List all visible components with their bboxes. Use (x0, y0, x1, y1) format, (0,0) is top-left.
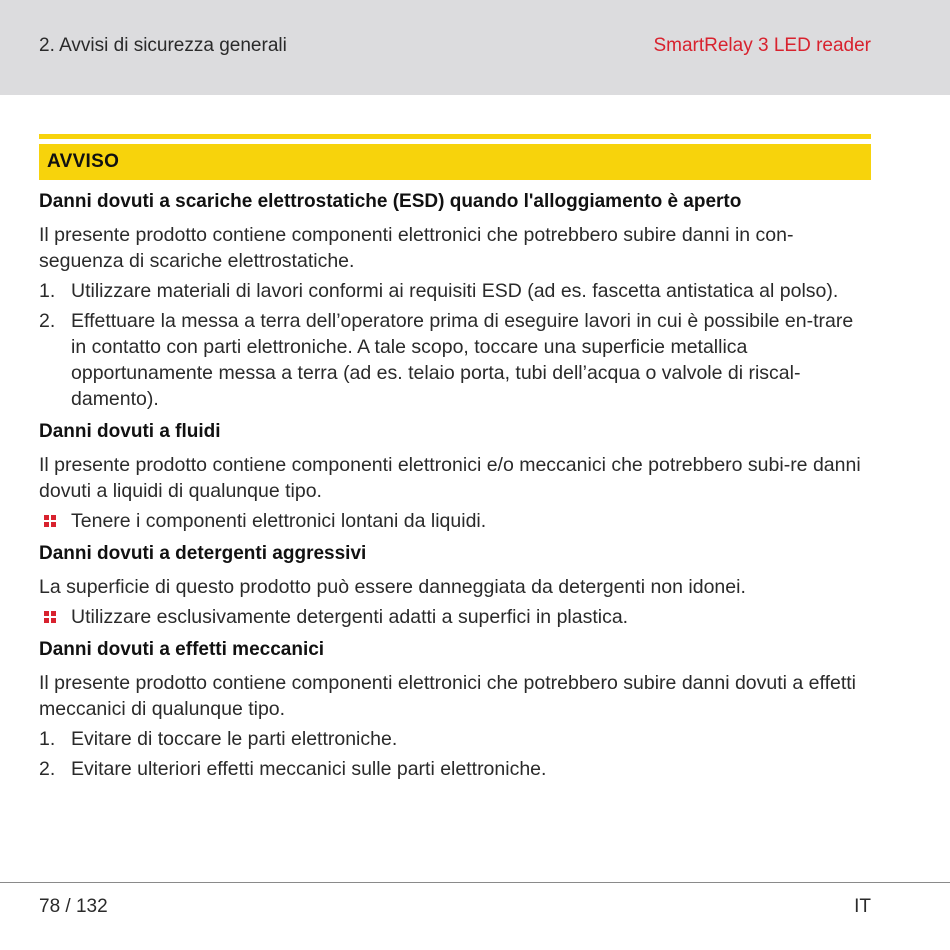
esd-paragraph: Il presente prodotto contiene componenti elettronici che potrebbero subire danni in con-seguenza di scariche elettrostatiche. (39, 224, 794, 272)
detergents-bullets (39, 604, 871, 630)
red-squares-bullet-icon (44, 515, 57, 528)
detergents-paragraph: La superficie di questo prodotto può essere danneggiata da detergenti non idonei. (39, 576, 746, 598)
page-number: 78 / 132 (39, 896, 108, 917)
step-number: 1. (39, 728, 56, 750)
list-item (39, 726, 871, 752)
step-text: Utilizzare materiali di lavori conformi ai requisiti ESD (ad es. fascetta antistatica al polso). (71, 280, 839, 302)
bullet-text: Tenere i componenti elettronici lontani da liquidi. (71, 510, 487, 532)
step-number: 2. (39, 310, 56, 332)
list-item (39, 278, 871, 304)
list-item (39, 604, 871, 630)
step-text: Evitare ulteriori effetti meccanici sulle parti elettroniche. (71, 758, 547, 780)
detergents-heading: Danni dovuti a detergenti aggressivi (39, 543, 367, 564)
esd-steps (39, 278, 871, 412)
bullet-text: Utilizzare esclusivamente detergenti adatti a superfici in plastica. (71, 606, 629, 628)
notice-rule (39, 134, 871, 139)
step-number: 2. (39, 758, 56, 780)
section-title: 2. Avvisi di sicurezza generali (39, 35, 287, 56)
mechanical-heading: Danni dovuti a effetti meccanici (39, 639, 325, 660)
fluids-heading: Danni dovuti a fluidi (39, 421, 221, 442)
fluids-bullets (39, 508, 871, 534)
list-item (39, 308, 871, 412)
language-code: IT (854, 896, 871, 917)
mechanical-steps (39, 726, 871, 782)
step-text: Evitare di toccare le parti elettroniche. (71, 728, 398, 750)
fluids-paragraph: Il presente prodotto contiene componenti elettronici e/o meccanici che potrebbero subi-re danni dovuti a liquidi di qualunque tipo. (39, 454, 861, 502)
step-text: Effettuare la messa a terra dell’operatore prima di eseguire lavori in cui è possibile en-trare in contatto con parti elettroniche. A tale scopo, toccare una superficie metallica opportunamente messa a terra (ad es. telaio porta, tubi dell’acqua o valvole di riscal-damento). (71, 310, 854, 410)
notice-banner: AVVISO (39, 144, 871, 180)
red-squares-bullet-icon (44, 611, 57, 624)
mechanical-paragraph: Il presente prodotto contiene componenti elettronici che potrebbero subire danni dovuti a effetti meccanici di qualunque tipo. (39, 672, 857, 720)
footer-divider (0, 882, 950, 883)
esd-heading: Danni dovuti a scariche elettrostatiche (ESD) quando l'alloggiamento è aperto (39, 191, 742, 212)
product-name: SmartRelay 3 LED reader (653, 35, 871, 56)
step-number: 1. (39, 280, 56, 302)
page-header (0, 0, 950, 95)
list-item (39, 508, 871, 534)
main-content (39, 134, 871, 782)
list-item (39, 756, 871, 782)
